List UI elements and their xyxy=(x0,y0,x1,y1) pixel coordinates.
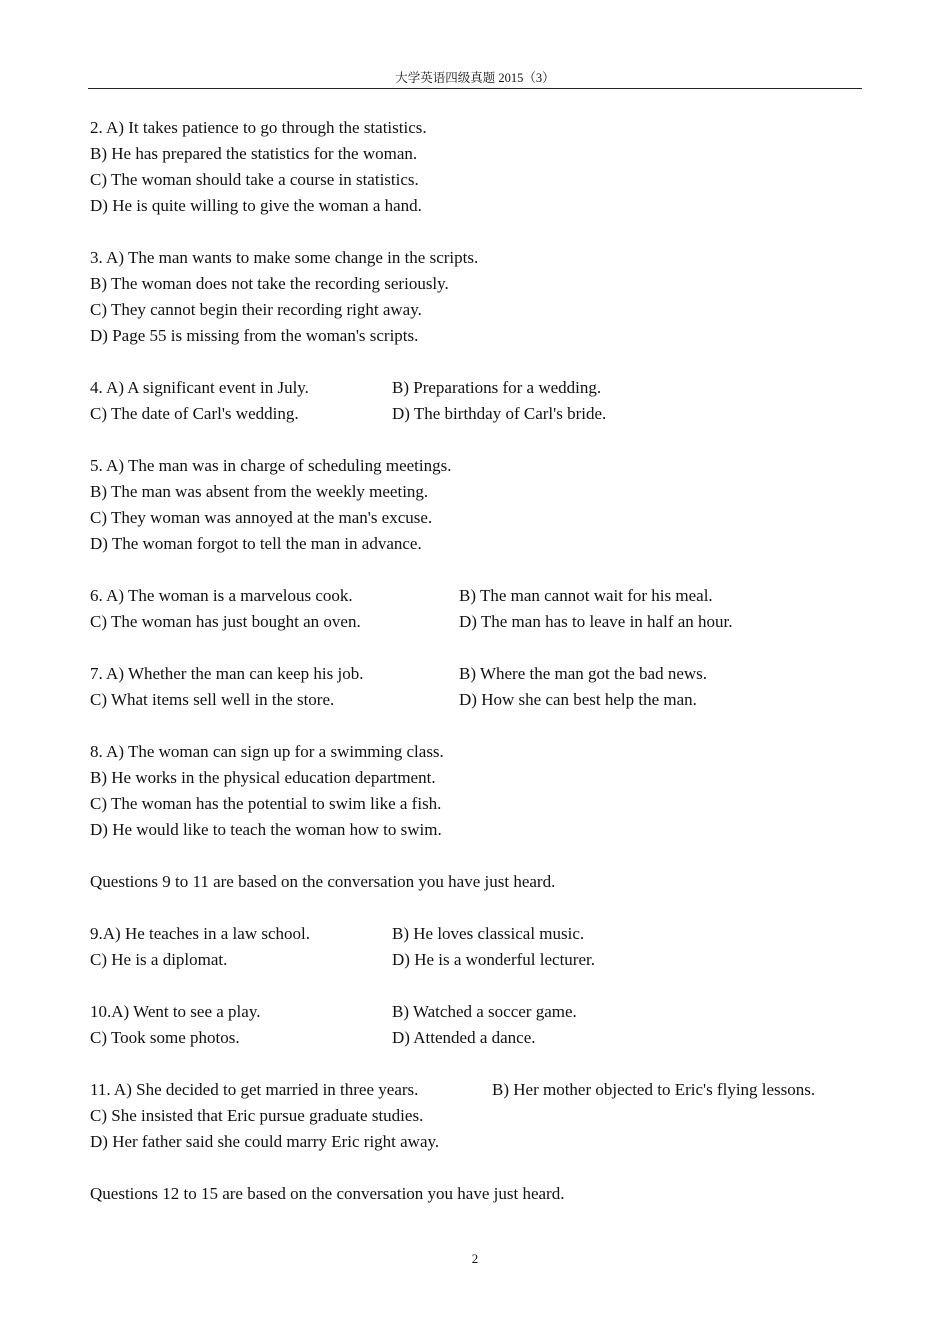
page-header xyxy=(88,70,862,89)
question-7 xyxy=(90,661,870,713)
option-b: B) The man cannot wait for his meal. xyxy=(459,586,713,605)
option-c: C) What items sell well in the store. xyxy=(90,690,335,709)
option-a: 10.A) Went to see a play. xyxy=(90,1002,261,1021)
option-a: 2. A) It takes patience to go through the statistics. xyxy=(90,118,427,137)
option-c: C) They cannot begin their recording right away. xyxy=(90,300,422,319)
option-c: C) The woman should take a course in statistics. xyxy=(90,170,419,189)
question-6 xyxy=(90,583,870,635)
option-d: D) The man has to leave in half an hour. xyxy=(459,612,733,631)
option-b: B) Where the man got the bad news. xyxy=(459,664,708,683)
option-a: 5. A) The man was in charge of scheduling meetings. xyxy=(90,456,452,475)
option-d: D) He is a wonderful lecturer. xyxy=(392,950,595,969)
option-b: B) He has prepared the statistics for the woman. xyxy=(90,144,418,163)
option-a: 7. A) Whether the man can keep his job. xyxy=(90,664,364,683)
option-c: C) The woman has the potential to swim like a fish. xyxy=(90,794,442,813)
question-11 xyxy=(90,1077,870,1155)
question-8 xyxy=(90,739,870,843)
option-a: 6. A) The woman is a marvelous cook. xyxy=(90,586,353,605)
option-b: B) Watched a soccer game. xyxy=(392,1002,577,1021)
option-d: D) He is quite willing to give the woman a hand. xyxy=(90,196,422,215)
question-5 xyxy=(90,453,870,557)
option-b: B) The woman does not take the recording seriously. xyxy=(90,274,449,293)
option-a: 11. A) She decided to get married in three years. xyxy=(90,1080,419,1099)
option-c: C) The date of Carl's wedding. xyxy=(90,404,299,423)
option-c: C) She insisted that Eric pursue graduate studies. xyxy=(90,1106,424,1125)
question-10 xyxy=(90,999,870,1051)
question-4 xyxy=(90,375,870,427)
option-d: D) The woman forgot to tell the man in advance. xyxy=(90,534,422,553)
option-b: B) Her mother objected to Eric's flying lessons. xyxy=(492,1080,816,1099)
option-a: 8. A) The woman can sign up for a swimming class. xyxy=(90,742,444,761)
option-b: B) He works in the physical education department. xyxy=(90,768,436,787)
option-c: C) The woman has just bought an oven. xyxy=(90,612,361,631)
option-b: B) Preparations for a wedding. xyxy=(392,378,602,397)
option-a: 9.A) He teaches in a law school. xyxy=(90,924,310,943)
question-list xyxy=(90,115,870,1207)
question-9 xyxy=(90,921,870,973)
option-c: C) He is a diplomat. xyxy=(90,950,228,969)
section-instruction: Questions 9 to 11 are based on the conversation you have just heard. xyxy=(90,872,556,891)
question-2 xyxy=(90,115,870,219)
option-a: 3. A) The man wants to make some change in the scripts. xyxy=(90,248,479,267)
option-b: B) He loves classical music. xyxy=(392,924,585,943)
option-d: D) He would like to teach the woman how to swim. xyxy=(90,820,442,839)
option-d: D) The birthday of Carl's bride. xyxy=(392,404,607,423)
header-title: 大学英语四级真题 2015（3） xyxy=(395,71,555,85)
option-c: C) Took some photos. xyxy=(90,1028,240,1047)
option-d: D) Her father said she could marry Eric right away. xyxy=(90,1132,440,1151)
option-d: D) Page 55 is missing from the woman's scripts. xyxy=(90,326,419,345)
question-3 xyxy=(90,245,870,349)
page-number: 2 xyxy=(471,1251,479,1266)
option-d: D) How she can best help the man. xyxy=(459,690,697,709)
option-c: C) They woman was annoyed at the man's excuse. xyxy=(90,508,433,527)
option-b: B) The man was absent from the weekly meeting. xyxy=(90,482,429,501)
section-instruction: Questions 12 to 15 are based on the conversation you have just heard. xyxy=(90,1184,565,1203)
option-d: D) Attended a dance. xyxy=(392,1028,536,1047)
option-a: 4. A) A significant event in July. xyxy=(90,378,309,397)
